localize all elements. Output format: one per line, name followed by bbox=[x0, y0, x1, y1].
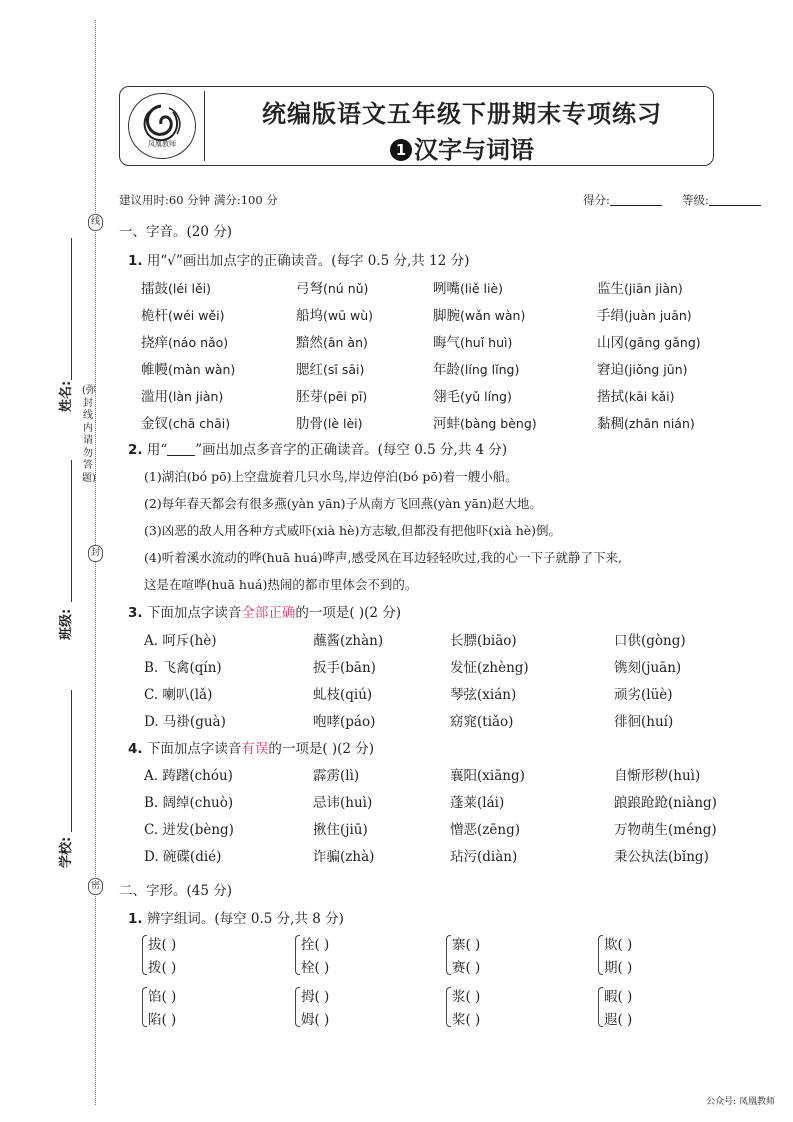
word-group-blank[interactable]: 遐( ) bbox=[604, 1012, 633, 1028]
pinyin-options[interactable]: (sī sāi) bbox=[323, 362, 365, 377]
word-group-blank[interactable]: 暇( ) bbox=[604, 989, 633, 1005]
group-bracket bbox=[446, 987, 451, 1027]
seal-mark-line: 线 bbox=[88, 214, 103, 231]
pinyin-choice-item bbox=[597, 358, 688, 378]
seal-mark-seal: 封 bbox=[88, 545, 103, 562]
word: 咧嘴 bbox=[433, 281, 460, 297]
pinyin-choice-item bbox=[141, 358, 235, 378]
pinyin-choice-item bbox=[296, 385, 367, 405]
pinyin-choice-item bbox=[141, 304, 225, 324]
pinyin-options[interactable]: (huǐ huì) bbox=[460, 335, 513, 350]
question-1-2 bbox=[128, 438, 507, 458]
logo-text: 凤凰教师 bbox=[148, 140, 176, 148]
option-item: 蘸酱(zhàn) bbox=[313, 633, 384, 649]
q-number: 1. bbox=[128, 911, 143, 927]
q-highlight: 全部正确 bbox=[241, 605, 296, 621]
seal-note: (弥封线内请勿答题) bbox=[82, 385, 96, 484]
pinyin-choice-item bbox=[597, 385, 674, 405]
pinyin-choice-item bbox=[433, 412, 537, 432]
question-2-1 bbox=[128, 907, 344, 927]
school-field[interactable] bbox=[71, 690, 72, 832]
word: 挠痒 bbox=[141, 335, 168, 351]
pinyin-choice-item bbox=[597, 304, 692, 324]
word: 揩拭 bbox=[597, 389, 624, 405]
option-item: 蓬莱(lái) bbox=[450, 795, 505, 811]
subtitle-text: 汉字与词语 bbox=[414, 136, 534, 164]
group-bracket bbox=[598, 935, 603, 975]
word: 擂鼓 bbox=[141, 281, 168, 297]
q-number: 2. bbox=[128, 442, 143, 458]
option-item: 襄阳(xiāng) bbox=[450, 768, 525, 784]
grade-field[interactable] bbox=[682, 192, 761, 208]
word-group-blank[interactable]: 赛( ) bbox=[452, 960, 481, 976]
word: 黯然 bbox=[296, 335, 323, 351]
word-group-blank[interactable]: 寨( ) bbox=[452, 937, 481, 953]
option-item: 忌讳(huì) bbox=[313, 795, 373, 811]
pinyin-options[interactable]: (lè lèi) bbox=[323, 416, 363, 431]
option-item: 揪住(jiū) bbox=[313, 822, 368, 838]
word: 河蚌 bbox=[433, 416, 460, 432]
grade-label: 等级: bbox=[682, 193, 709, 207]
group-bracket bbox=[142, 935, 147, 975]
pinyin-choice-item bbox=[141, 385, 223, 405]
pinyin-choice-item bbox=[433, 277, 503, 297]
option-item: D. 马褂(guà) bbox=[144, 714, 226, 730]
word: 滥用 bbox=[141, 389, 168, 405]
question-1-4 bbox=[128, 737, 374, 757]
word-group-blank[interactable]: 馅( ) bbox=[148, 989, 177, 1005]
option-item: A. 呵斥(hè) bbox=[144, 633, 217, 649]
q-highlight: 有误 bbox=[241, 741, 269, 757]
seal-dotted-line bbox=[95, 20, 96, 1105]
word-group-blank[interactable]: 拔( ) bbox=[148, 937, 177, 953]
q-text: 辨字组词。(每空 0.5 分,共 8 分) bbox=[146, 911, 344, 927]
option-item: A. 踌躇(chóu) bbox=[144, 768, 233, 784]
option-item: 憎恶(zēng) bbox=[450, 822, 520, 838]
word: 船坞 bbox=[296, 308, 323, 324]
pinyin-options[interactable]: (zhān nián) bbox=[624, 416, 695, 431]
word: 腮红 bbox=[296, 362, 323, 378]
header-divider bbox=[204, 91, 205, 161]
pinyin-options[interactable]: (náo nǎo) bbox=[168, 335, 229, 350]
option-item: 玷污(diàn) bbox=[450, 849, 518, 865]
sentence-4: (4)听着溪水流动的哗(huā huá)哗声,感受风在耳边轻轻吹过,我的心一下子就静了下来, bbox=[144, 550, 622, 565]
group-bracket bbox=[295, 935, 300, 975]
section-1-title: 一、字音。(20 分) bbox=[119, 224, 233, 240]
option-item: D. 碗碟(dié) bbox=[144, 849, 222, 865]
pinyin-choice-item bbox=[296, 412, 363, 432]
school-label: 学校: bbox=[59, 836, 74, 868]
sentence-4-cont: 这是在喧哗(huā huá)热闹的都市里体会不到的。 bbox=[144, 577, 418, 592]
word: 弓弩 bbox=[296, 281, 323, 297]
q-number: 1. bbox=[128, 253, 143, 269]
class-label: 班级: bbox=[59, 608, 74, 640]
pinyin-options[interactable]: (juàn juān) bbox=[624, 308, 692, 323]
option-item: 扳手(bān) bbox=[313, 660, 376, 676]
q-number: 3. bbox=[128, 605, 143, 621]
group-bracket bbox=[446, 935, 451, 975]
word-group-blank[interactable]: 拴( ) bbox=[301, 937, 330, 953]
option-item: 长膘(biāo) bbox=[450, 633, 517, 649]
sentence-3: (3)凶恶的敌人用各种方式威吓(xià hè)方志敏,但都没有把他吓(xià hè)倒。 bbox=[144, 523, 562, 538]
name-label: 姓名: bbox=[59, 380, 74, 412]
pinyin-options[interactable]: (màn wàn) bbox=[168, 362, 236, 377]
option-item: 琴弦(xián) bbox=[450, 687, 517, 703]
pinyin-options[interactable]: (jiǒng jūn) bbox=[624, 362, 688, 377]
seal-mark-secret: 密 bbox=[88, 878, 103, 895]
pinyin-choice-item bbox=[433, 358, 519, 378]
option-item: 咆哮(páo) bbox=[313, 714, 376, 730]
group-bracket bbox=[598, 987, 603, 1027]
word: 年龄 bbox=[433, 362, 460, 378]
pinyin-choice-item bbox=[433, 304, 525, 324]
time-score-info: 建议用时:60 分钟 满分:100 分 bbox=[119, 193, 278, 207]
word: 肋骨 bbox=[296, 416, 323, 432]
option-item: B. 阔绰(chuò) bbox=[144, 795, 234, 811]
option-item: 徘徊(huí) bbox=[614, 714, 674, 730]
pinyin-choice-item bbox=[597, 277, 683, 297]
option-item: 镌刻(juān) bbox=[614, 660, 682, 676]
option-item: 虬枝(qiú) bbox=[313, 687, 373, 703]
q-text-b: 的一项是( )(2 分) bbox=[295, 605, 402, 621]
pinyin-choice-item bbox=[597, 412, 695, 432]
q-text-a: 用“ bbox=[146, 442, 168, 458]
option-item: 诈骗(zhà) bbox=[313, 849, 375, 865]
group-bracket bbox=[142, 987, 147, 1027]
pinyin-options[interactable]: (làn jiàn) bbox=[168, 389, 224, 404]
pinyin-options[interactable]: (kāi kǎi) bbox=[624, 389, 675, 404]
word-group-blank[interactable]: 浆( ) bbox=[452, 989, 481, 1005]
footer-wechat: 公众号: 凤凰教师 bbox=[706, 1097, 775, 1107]
section-2-title: 二、字形。(45 分) bbox=[119, 883, 233, 899]
q-text-a: 下面加点字读音 bbox=[146, 605, 242, 621]
word: 窘迫 bbox=[597, 362, 624, 378]
name-field[interactable] bbox=[71, 238, 72, 380]
word-group-blank[interactable]: 拨( ) bbox=[148, 960, 177, 976]
option-item: 霹雳(lì) bbox=[313, 768, 360, 784]
option-item: C. 迸发(bèng) bbox=[144, 822, 234, 838]
pinyin-options[interactable]: (yǔ líng) bbox=[460, 389, 512, 404]
pinyin-choice-item bbox=[141, 412, 230, 432]
word: 手绢 bbox=[597, 308, 624, 324]
word: 帷幔 bbox=[141, 362, 168, 378]
score-field[interactable] bbox=[583, 192, 662, 208]
option-item: 万物萌生(méng) bbox=[614, 822, 717, 838]
word: 金钗 bbox=[141, 416, 168, 432]
word: 翎毛 bbox=[433, 389, 460, 405]
word-group-blank[interactable]: 拇( ) bbox=[301, 989, 330, 1005]
pinyin-choice-item bbox=[296, 358, 364, 378]
pinyin-choice-item bbox=[296, 304, 373, 324]
pinyin-options[interactable]: (wū wù) bbox=[323, 308, 374, 323]
q-number: 4. bbox=[128, 741, 143, 757]
pinyin-options[interactable]: (liě liè) bbox=[460, 281, 503, 296]
word: 黏稠 bbox=[597, 416, 624, 432]
sentence-1: (1)湖泊(bó pō)上空盘旋着几只水鸟,岸边停泊(bó pō)着一艘小船。 bbox=[144, 469, 518, 484]
word: 晦气 bbox=[433, 335, 460, 351]
pinyin-choice-item bbox=[141, 331, 228, 351]
pinyin-options[interactable]: (chā chāi) bbox=[168, 416, 231, 431]
question-1-1 bbox=[128, 249, 469, 269]
pinyin-options[interactable]: (pēi pī) bbox=[323, 389, 368, 404]
pinyin-options[interactable]: (wǎn wàn) bbox=[460, 308, 526, 323]
pinyin-options[interactable]: (léi lěi) bbox=[168, 281, 211, 296]
option-item: 窈窕(tiǎo) bbox=[450, 714, 514, 730]
score-label: 得分: bbox=[583, 193, 610, 207]
q-text-b: ”画出加点多音字的正确读音。(每空 0.5 分,共 4 分) bbox=[195, 442, 508, 458]
word-group-blank[interactable]: 栓( ) bbox=[301, 960, 330, 976]
pinyin-options[interactable]: (bàng bèng) bbox=[460, 416, 537, 431]
word: 桅杆 bbox=[141, 308, 168, 324]
word: 监生 bbox=[597, 281, 624, 297]
sentence-2: (2)每年春天都会有很多燕(yàn yān)子从南方飞回燕(yàn yān)赵大地。 bbox=[144, 496, 542, 511]
group-bracket bbox=[295, 987, 300, 1027]
option-item: 口供(gòng) bbox=[614, 633, 686, 649]
pinyin-options[interactable]: (líng lǐng) bbox=[460, 362, 520, 377]
q-text-b: 的一项是( )(2 分) bbox=[268, 741, 375, 757]
q-text: 用“√”画出加点字的正确读音。(每字 0.5 分,共 12 分) bbox=[146, 253, 470, 269]
pinyin-choice-item bbox=[141, 277, 211, 297]
class-field[interactable] bbox=[71, 460, 72, 602]
page-title: 统编版语文五年级下册期末专项练习 bbox=[262, 100, 662, 128]
pinyin-options[interactable]: (jiān jiàn) bbox=[624, 281, 683, 296]
option-item: 顽劣(lüè) bbox=[614, 687, 673, 703]
word-group-blank[interactable]: 欺( ) bbox=[604, 937, 633, 953]
word: 脚腕 bbox=[433, 308, 460, 324]
pinyin-choice-item bbox=[296, 331, 368, 351]
option-item: 踉踉跄跄(niàng) bbox=[614, 795, 717, 811]
pinyin-options[interactable]: (ān àn) bbox=[323, 335, 368, 350]
pinyin-choice-item bbox=[433, 385, 512, 405]
word-group-blank[interactable]: 期( ) bbox=[604, 960, 633, 976]
word-group-blank[interactable]: 桨( ) bbox=[452, 1012, 481, 1028]
word-group-blank[interactable]: 陷( ) bbox=[148, 1012, 177, 1028]
pinyin-choice-item bbox=[597, 331, 701, 351]
phoenix-logo-icon bbox=[128, 93, 196, 159]
q-text-a: 下面加点字读音 bbox=[146, 741, 242, 757]
option-item: 自惭形秽(huì) bbox=[614, 768, 701, 784]
pinyin-options[interactable]: (nú nǔ) bbox=[323, 281, 369, 296]
word: 胚芽 bbox=[296, 389, 323, 405]
unit-number-badge: 1 bbox=[390, 139, 412, 161]
pinyin-choice-item bbox=[296, 277, 368, 297]
option-item: B. 飞禽(qín) bbox=[144, 660, 222, 676]
option-item: 秉公执法(bǐng) bbox=[614, 849, 709, 865]
pinyin-choice-item bbox=[433, 331, 512, 351]
page-subtitle bbox=[212, 130, 712, 165]
pinyin-options[interactable]: (wéi wěi) bbox=[168, 308, 225, 323]
option-item: C. 喇叭(lǎ) bbox=[144, 687, 213, 703]
question-1-3 bbox=[128, 601, 401, 621]
option-item: 发怔(zhèng) bbox=[450, 660, 529, 676]
pinyin-options[interactable]: (gāng gǎng) bbox=[624, 335, 701, 350]
word-group-blank[interactable]: 姆( ) bbox=[301, 1012, 330, 1028]
word: 山冈 bbox=[597, 335, 624, 351]
